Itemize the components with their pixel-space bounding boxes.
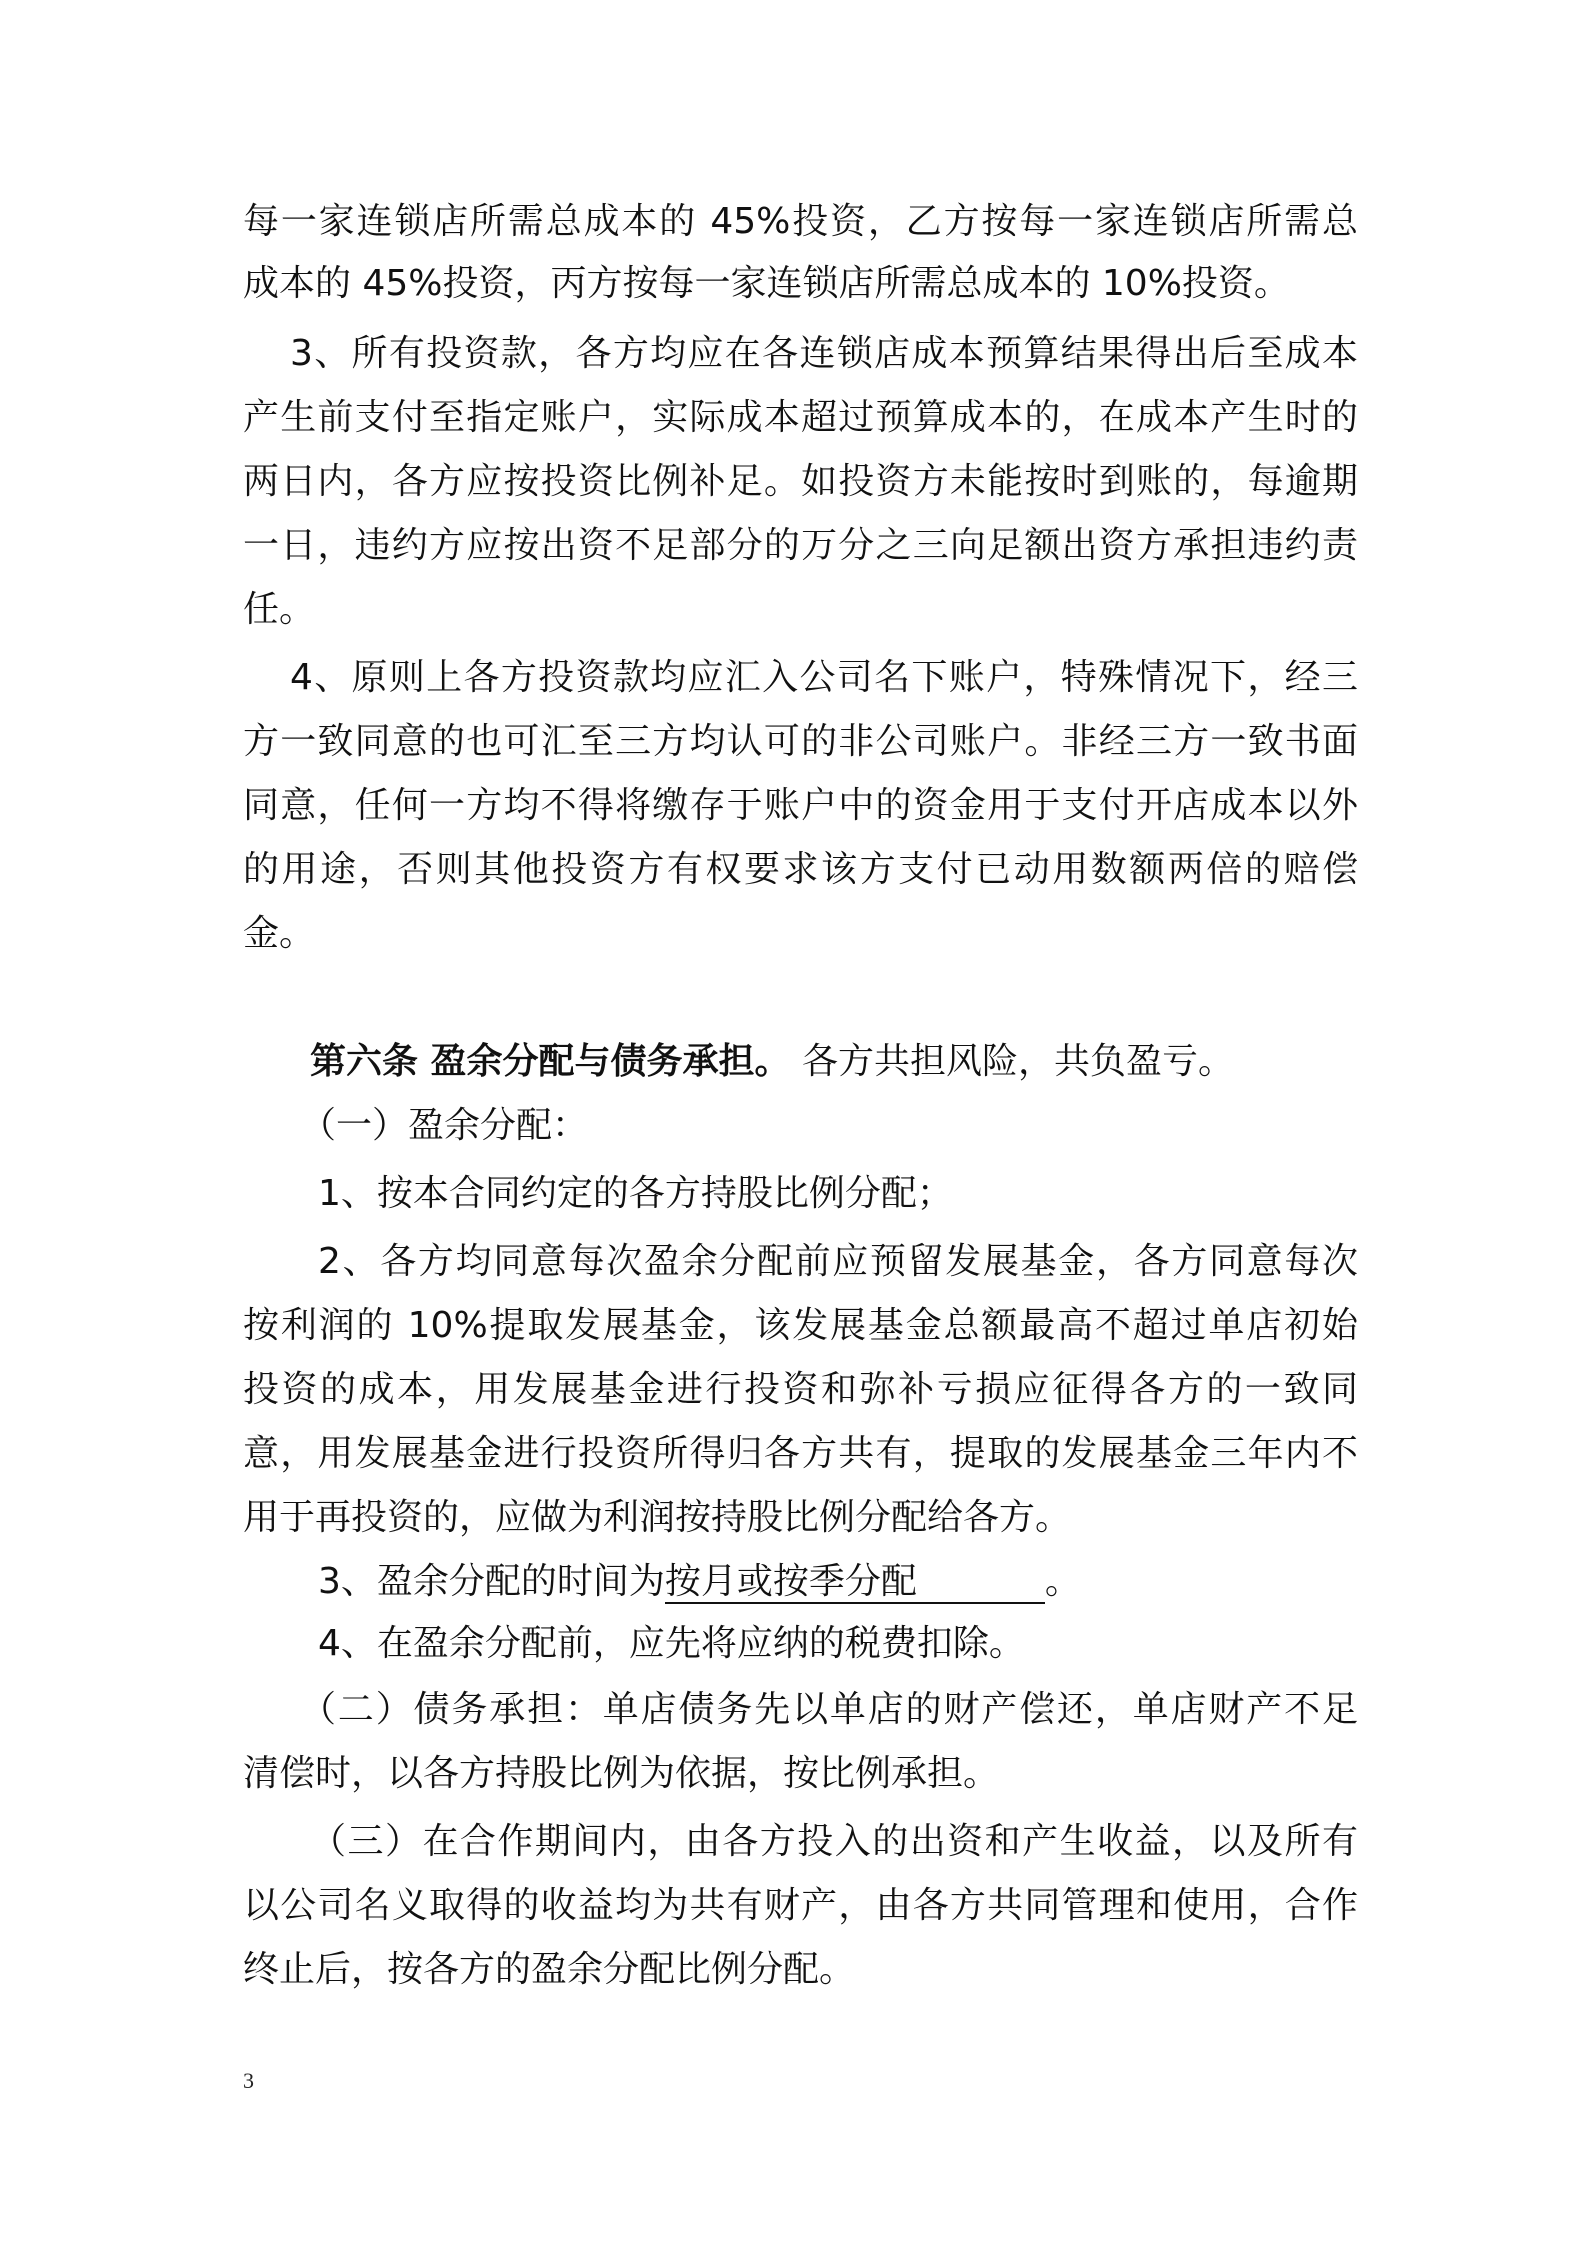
text-line: （二）债务承担：单店债务先以单店的财产偿还，单店财产不足 — [300, 1689, 1358, 1730]
text-line: 金。 — [243, 913, 316, 954]
text-line: 3、所有投资款，各方均应在各连锁店成本预算结果得出后至成本 — [290, 333, 1358, 374]
text-line: 同意，任何一方均不得将缴存于账户中的资金用于支付开店成本以外 — [243, 785, 1358, 826]
text-line: 意，用发展基金进行投资所得归各方共有，提取的发展基金三年内不 — [243, 1433, 1358, 1474]
filled-blank: 按月或按季分配 — [665, 1562, 1045, 1604]
page-number: 3 — [243, 2068, 254, 2093]
list-item: 4、在盈余分配前，应先将应纳的税费扣除。 — [318, 1623, 1025, 1664]
item-suffix: 。 — [1044, 1561, 1081, 1602]
text-line: 4、原则上各方投资款均应汇入公司名下账户，特殊情况下，经三 — [290, 657, 1358, 698]
list-item: 1、按本合同约定的各方持股比例分配； — [318, 1173, 953, 1214]
article-heading — [310, 1040, 1234, 1084]
text-line: 每一家连锁店所需总成本的 45%投资，乙方按每一家连锁店所需总 — [243, 201, 1358, 242]
text-line: 成本的 45%投资，丙方按每一家连锁店所需总成本的 10%投资。 — [243, 263, 1290, 304]
text-line: 清偿时，以各方持股比例为依据，按比例承担。 — [243, 1753, 1000, 1794]
text-line: 用于再投资的，应做为利润按持股比例分配给各方。 — [243, 1497, 1072, 1538]
article-summary: 各方共担风险，共负盈亏。 — [790, 1041, 1234, 1082]
text-line: 的用途，否则其他投资方有权要求该方支付已动用数额两倍的赔偿 — [243, 849, 1358, 890]
text-line: 按利润的 10%提取发展基金，该发展基金总额最高不超过单店初始 — [243, 1305, 1358, 1346]
section-heading: （一）盈余分配： — [300, 1105, 589, 1146]
text-line: 以公司名义取得的收益均为共有财产，由各方共同管理和使用，合作 — [243, 1885, 1358, 1926]
text-line: 任。 — [243, 589, 316, 630]
text-line: 产生前支付至指定账户，实际成本超过预算成本的，在成本产生时的 — [243, 397, 1358, 438]
text-line: 终止后，按各方的盈余分配比例分配。 — [243, 1949, 856, 1990]
text-line: 一日，违约方应按出资不足部分的万分之三向足额出资方承担违约责 — [243, 525, 1358, 566]
text-line: 方一致同意的也可汇至三方均认可的非公司账户。非经三方一致书面 — [243, 721, 1358, 762]
item-prefix: 3、盈余分配的时间为 — [318, 1561, 665, 1602]
text-line: 投资的成本，用发展基金进行投资和弥补亏损应征得各方的一致同 — [243, 1369, 1358, 1410]
text-line: 2、各方均同意每次盈余分配前应预留发展基金，各方同意每次 — [318, 1241, 1358, 1282]
text-line: 两日内，各方应按投资比例补足。如投资方未能按时到账的，每逾期 — [243, 461, 1358, 502]
list-item — [318, 1560, 1081, 1604]
article-title: 第六条 盈余分配与债务承担。 — [310, 1041, 791, 1082]
text-line: （三）在合作期间内，由各方投入的出资和产生收益，以及所有 — [310, 1821, 1358, 1862]
